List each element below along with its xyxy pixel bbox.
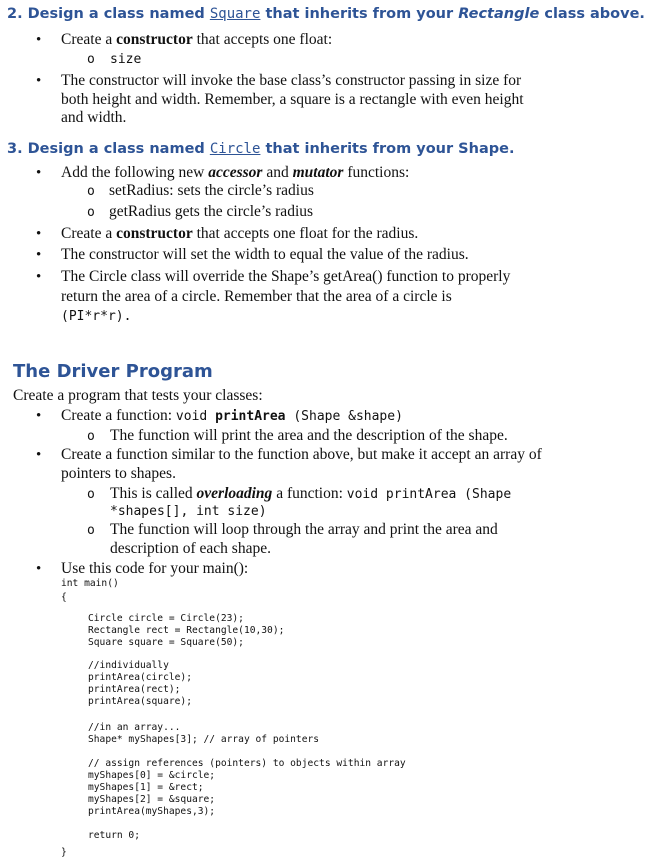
code-line: printArea(rect); — [88, 684, 181, 695]
s3-sub-1: setRadius: sets the circle’s radius — [109, 182, 314, 199]
driver-intro: Create a program that tests your classes: — [13, 387, 263, 404]
bullet-icon: • — [36, 226, 42, 242]
sub-bullet-icon: o — [87, 205, 95, 220]
bold-text: constructor — [116, 225, 193, 242]
s2-bullet-2-line-2: both height and width. Remember, a square is a rectangle with even height — [61, 91, 524, 108]
text: a function: — [272, 485, 347, 502]
code-text: void printArea (Shape — [346, 487, 512, 502]
s3-bullet-4-line-2: return the area of a circle. Remember that the area of a circle is — [61, 288, 452, 305]
s3-bullet-1 — [61, 163, 409, 183]
sub-bullet-icon: o — [87, 52, 95, 67]
code-line: myShapes[2] = &square; — [88, 794, 216, 805]
code-line: printArea(square); — [88, 696, 192, 707]
bullet-icon: • — [36, 408, 42, 424]
driver-bullet-2-sub-2-line-1: The function will loop through the array and print the area and — [110, 521, 498, 538]
driver-bullet-1-sub: The function will print the area and the description of the shape. — [110, 427, 508, 444]
driver-bullet-3: Use this code for your main(): — [61, 560, 249, 577]
s3-bullet-2 — [61, 224, 418, 244]
driver-bullet-2-line-2: pointers to shapes. — [61, 465, 176, 482]
s2-bullet-2-line-1: The constructor will invoke the base class’s constructor passing in size for — [61, 72, 522, 89]
code-line: } — [61, 847, 67, 858]
code-line: Square square = Square(50); — [88, 637, 244, 648]
code-line: printArea(circle); — [88, 672, 192, 683]
driver-bullet-2-sub-2-line-2: description of each shape. — [110, 540, 271, 557]
bold-italic-text: overloading — [196, 485, 273, 502]
text: Create a function: — [61, 407, 176, 424]
sub-bullet-icon: o — [87, 487, 95, 502]
heading-text: 3. Design a class named — [7, 141, 210, 157]
bullet-icon: • — [36, 32, 42, 48]
s2-bullet-2-line-3: and width. — [61, 109, 127, 126]
section-2-heading — [7, 6, 645, 22]
text: and — [262, 164, 293, 181]
driver-bullet-2-sub-1 — [110, 484, 511, 505]
code-line: // assign references (pointers) to objects within array — [88, 758, 406, 769]
s2-bullet-1 — [61, 30, 332, 50]
code-text: (Shape &shape) — [285, 409, 403, 424]
s3-bullet-4-line-1: The Circle class will override the Shape’s getArea() function to properly — [61, 268, 511, 285]
s3-bullet-3: The constructor will set the width to equal the value of the radius. — [61, 246, 469, 263]
code-bold-text: printArea — [215, 409, 286, 424]
heading-text: 2. Design a class named — [7, 6, 210, 22]
sub-bullet-icon: o — [87, 184, 95, 199]
bold-italic-text: accessor — [208, 164, 263, 181]
code-line: int main() — [61, 578, 119, 589]
sub-bullet-icon: o — [87, 523, 95, 538]
text: This is called — [110, 485, 197, 502]
heading-text: class above. — [539, 6, 645, 22]
code-line: Circle circle = Circle(23); — [88, 613, 244, 624]
text: Add the following new — [61, 164, 209, 181]
s3-bullet-4-line-3: (PI*r*r). — [61, 309, 132, 324]
text: Create a — [61, 31, 117, 48]
bullet-icon: • — [36, 73, 42, 89]
s2-sub-1: size — [110, 52, 142, 67]
heading-text: that inherits from your Shape. — [260, 141, 515, 157]
driver-bullet-2-line-1: Create a function similar to the function above, but make it accept an array of — [61, 446, 542, 463]
bullet-icon: • — [36, 247, 42, 263]
bullet-icon: • — [36, 447, 42, 463]
code-line: Rectangle rect = Rectangle(10,30); — [88, 625, 285, 636]
code-line: //in an array... — [88, 722, 181, 733]
heading-italic: Rectangle — [458, 6, 540, 22]
heading-code: Circle — [209, 141, 261, 157]
sub-bullet-icon: o — [87, 429, 95, 444]
code-text: void — [175, 409, 216, 424]
driver-heading: The Driver Program — [13, 361, 213, 382]
code-line: //individually — [88, 660, 169, 671]
text: that accepts one float: — [192, 31, 333, 48]
code-line: myShapes[0] = &circle; — [88, 770, 216, 781]
bullet-icon: • — [36, 165, 42, 181]
text: functions: — [343, 164, 410, 181]
bold-text: constructor — [116, 31, 193, 48]
bold-italic-text: mutator — [292, 164, 344, 181]
code-line: myShapes[1] = &rect; — [88, 782, 204, 793]
bullet-icon: • — [36, 269, 42, 285]
driver-bullet-2-sub-1-cont: *shapes[], int size) — [110, 504, 267, 519]
heading-code: Square — [209, 6, 261, 22]
heading-text: that inherits from your — [260, 6, 459, 22]
text: Create a — [61, 225, 117, 242]
code-line: return 0; — [88, 830, 140, 841]
bullet-icon: • — [36, 561, 42, 577]
code-line: printArea(myShapes,3); — [88, 806, 216, 817]
code-line: { — [61, 592, 67, 603]
section-3-heading — [7, 141, 514, 157]
driver-bullet-1 — [61, 406, 403, 427]
s3-sub-2: getRadius gets the circle’s radius — [109, 203, 314, 220]
code-line: Shape* myShapes[3]; // array of pointers — [88, 734, 320, 745]
text: that accepts one float for the radius. — [192, 225, 419, 242]
